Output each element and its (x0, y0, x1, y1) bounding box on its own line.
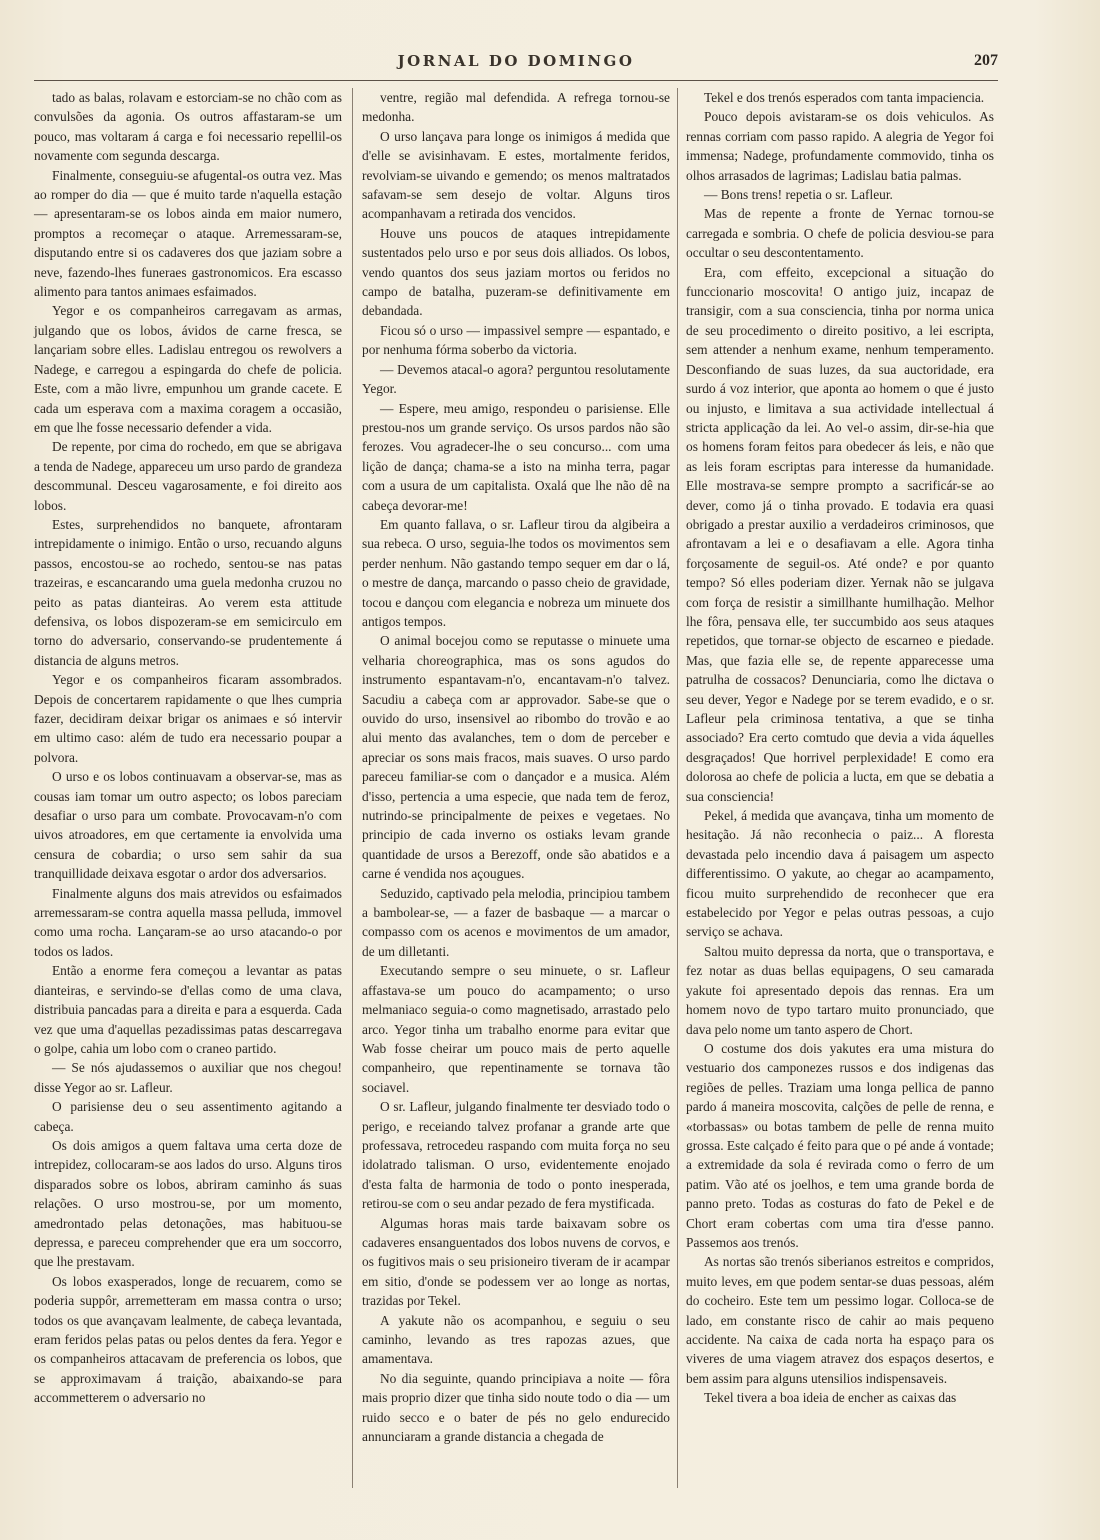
column-divider (677, 88, 678, 1488)
paragraph: Estes, surprehendidos no banquete, afrontaram intrepidamente o inimigo. Então o urso, recuando alguns passos, encostou-se ao rochedo, sentou-se nas patas trazeiras, e escancarando uma guela medonha cruzou no peito as patas dianteiras. Ao verem esta attitude defensiva, os lobos dispozeram-se em semicirculo em torno do adversario, conservando-se prudentemente á distancia de alguns metros. (34, 516, 342, 668)
paragraph: O parisiense deu o seu assentimento agitando a cabeça. (34, 1099, 342, 1134)
paragraph: Tekel e dos trenós esperados com tanta impaciencia. (704, 90, 985, 105)
paragraph: Os dois amigos a quem faltava uma certa doze de intrepidez, collocaram-se aos lados do urso. Alguns tiros disparados sobre os lobos, abriram caminho ás suas relações. O urso mostrou-se, por um momento, amedrontado pelas detonações, mas habituou-se depressa, e pareceu comprehender que era um soccorro, que lhe prestavam. (34, 1137, 342, 1270)
paragraph: O costume dos dois yakutes era uma mistura do vestuario dos camponezes russos e dos indigenas das regiões de pelles. Traziam uma longa pellica de panno pardo á maneira moscovita, calções de pelle de renna, e «torbassas» ou botas tambem de pelle de renna muito grossa. Este calçado é feito para que o pé ande á vontade; a extremidade da sola é revirada como o ferro de um patim. Vão até os joelhos, e tem uma grande borda de panno preto. Todas as costuras do fato de Pekel e de Chort eram cobertas com uma tira d'esse panno. Passemos aos trenós. (686, 1040, 994, 1250)
paragraph: — Se nós ajudassemos o auxiliar que nos chegou! disse Yegor ao sr. Lafleur. (34, 1060, 342, 1095)
paragraph: Era, com effeito, excepcional a situação do funccionario moscovita! O antigo juiz, incapaz de transigir, com a sua consciencia, tinha por norma unica de seu procedimento o direito positivo, a lei escripta, sem attender a nenhum exame, nenhum temperamento. Desconfiando de suas luzes, da sua auctoridade, era surdo á voz interior, que aponta ao homem o que é justo ou injusto, e limitava a sua actividade intellectual á stricta applicação da lei. Ao vel-o assim, dir-se-hia que os homens foram feitos para obedecer ás leis, e não que as leis foram escriptas para interesse da humanidade. Elle mostrava-se sempre prompto a sacrificár-se ao dever, como já o tinha provado. E todavia era quasi obrigado a prestar auxilio a verdadeiros criminosos, que afrontavam a lei e o desafiavam a elle. Agora tinha forçosamente de seguil-os. Até onde? e por quanto tempo? Só elles poderiam dizer. Yernak não se julgava com força de resistir a simillhante humilhação. Melhor lhe fôra, pensava elle, ter succumbido aos seus ataques repetidos, que tornar-se objecto de escarneo e piedade. Mas, que fazia elle se, de repente apparecesse uma patrulha de cossacos? Denunciaria, como lhe dictava o seu dever, Yegor e Nadege por se terem evadido, e o sr. Lafleur pela criminosa tentativa, a que se tinha associado? Era certo comtudo que devia a vida áquelles desgraçados! Que horrivel perplexidade! E como era dolorosa ao chefe de policia a lucta, em que se debatia a sua consciencia! (686, 264, 994, 804)
header-rule (34, 80, 998, 81)
paragraph: ventre, região mal defendida. A refrega tornou-se medonha. (362, 90, 670, 125)
paragraph: O sr. Lafleur, julgando finalmente ter desviado todo o perigo, e receiando talvez profanar a grande arte que professava, retrocedeu raspando com muita força no seu idolatrado talisman. O urso, evidentemente enojado d'esta falta de harmonia de todo o ponto inesperada, retirou-se com o seu andar pezado de fera mystificada. (362, 1099, 670, 1212)
paragraph: As nortas são trenós siberianos estreitos e compridos, muito leves, em que podem sentar-se duas pessoas, além do cocheiro. Este tem um pessimo logar. Colloca-se de lado, em constante risco de cahir ao mais pequeno accidente. Na caixa de cada norta ha espaço para os viveres de uma viagem atravez dos espaços desertos, e bem assim para alguns utensilios indispensaveis. (686, 1254, 994, 1386)
column-1 (34, 88, 342, 1408)
paragraph: Yegor e os companheiros carregavam as armas, julgando que os lobos, ávidos de carne fresca, se lançariam sobre elles. Ladislau entregou os rewolvers a Nadege, e carregou a espingarda do chefe de policia. Este, com a mão livre, empunhou um grande cacete. E cada um esperava com a maxima coragem a occasião, em que lhe fosse necessario defender a vida. (34, 303, 342, 435)
paragraph: Houve uns poucos de ataques intrepidamente sustentados pelo urso e por seus dois alliados. Os lobos, vendo quantos dos seus jaziam mortos ou feridos no campo de batalha, puzeram-se definitivamente em debandada. (362, 225, 670, 319)
paragraph: — Espere, meu amigo, respondeu o parisiense. Elle prestou-nos um grande serviço. Os ursos pardos não são ferozes. Vou agradecer-lhe o seu concurso... com uma lição de dança; chama-se a isto na minha terra, pagar com a usura de um capitalista. Oxalá que lhe não dê na cabeça devorar-me! (362, 400, 670, 513)
paragraph: Yegor e os companheiros ficaram assombrados. Depois de concertarem rapidamente o que lhes cumpria fazer, decidiram deixar brigar os animaes e só intervir em ultimo caso: além de tudo era necessario poupar a polvora. (34, 672, 342, 765)
paragraph: Pekel, á medida que avançava, tinha um momento de hesitação. Já não reconhecia o paiz... A floresta devastada pelo incendio dava á paisagem um aspecto differentissimo. O yakute, ao chegar ao acampamento, ficou muito surprehendido de reconhecer que era estabelecido por Yegor e pelas outras pessoas, a cujo serviço se achava. (686, 808, 994, 940)
paragraph: De repente, por cima do rochedo, em que se abrigava a tenda de Nadege, appareceu um urso pardo de grandeza descommunal. Desceu vagarosamente, e foi direito aos lobos. (34, 439, 342, 513)
column-3 (686, 88, 994, 1408)
paragraph: tado as balas, rolavam e estorciam-se no chão com as convulsões da agonia. Os outros affastaram-se um pouco, mas voltaram á carga e foi necessario repellil-os novamente com segunda descarga. (34, 90, 342, 164)
paragraph: Ficou só o urso — impassivel sempre — espantado, e por nenhuma fórma soberbo da victoria. (362, 322, 670, 358)
paragraph: Algumas horas mais tarde baixavam sobre os cadaveres ensanguentados dos lobos nuvens de corvos, e os fugitivos mais o seu prisioneiro tiveram de ir acampar em sitio, d'onde se podessem ver ao longe as nortas, trazidas por Tekel. (362, 1215, 670, 1309)
paragraph: Pouco depois avistaram-se os dois vehiculos. As rennas corriam com passo rapido. A alegria de Yegor foi immensa; Nadege, profundamente commovido, tinha os olhos arrasados de lagrimas; Ladislau batia palmas. (686, 109, 994, 183)
paragraph: Os lobos exasperados, longe de recuarem, como se poderia suppôr, arremetteram em massa contra o urso; todos os que avançavam lealmente, de cabeça levantada, eram feridos pelas patas ou pelos dentes da fera. Yegor e os companheiros attacavam de preferencia os lobos, que se approximavam á traição, abaixando-se para accommetterem o adversario no (34, 1273, 342, 1406)
paragraph: O animal bocejou como se reputasse o minuete uma velharia choreographica, mas os sons agudos do instrumento espantavam-n'o, encantavam-n'o talvez. Sacudiu a cabeça com ar approvador. Sabe-se que o ouvido do urso, insensivel ao ribombo do trovão e ao alui mento das avalanches, tem o dom de perceber e apreciar os sons mais fracos, mais suaves. O urso pardo pareceu familiar-se com o dançador e a musica. Além d'isso, pertencia a uma especie, que nada tem de feroz, nutrindo-se principalmente de peixes e vegetaes. No principio de cada inverno os ostiaks levam grande quantidade de ursos a Berezoff, onde são abatidos e a carne é vendida nos açougues. (362, 633, 670, 882)
journal-title: JORNAL DO DOMINGO (397, 52, 635, 70)
paragraph: Finalmente alguns dos mais atrevidos ou esfaimados arremessaram-se contra aquella massa pelluda, immovel como uma rocha. Lançaram-se ao urso atacando-o por todos os lados. (34, 885, 342, 959)
paragraph: A yakute não os acompanhou, e seguiu o seu caminho, levando as tres rapozas azues, que amamentava. (362, 1312, 670, 1367)
paragraph: Em quanto fallava, o sr. Lafleur tirou da algibeira a sua rebeca. O urso, seguia-lhe todos os movimentos sem perder nenhum. Não gastando tempo sequer em dar o lá, o mestre de dança, marcando o passo cheio de gravidade, tocou e dançou com elegancia e nobreza um minuete dos antigos tempos. (362, 516, 670, 629)
paragraph: Então a enorme fera começou a levantar as patas dianteiras, e servindo-se d'ellas como de uma clava, distribuia pancadas para a direita e para a esquerda. Cada vez que uma d'aquellas pezadissimas patas descarregava o golpe, cahia um lobo com o craneo partido. (34, 963, 342, 1056)
paragraph: — Bons trens! repetia o sr. Lafleur. (704, 187, 893, 203)
paragraph: No dia seguinte, quando principiava a noite — fôra mais proprio dizer que tinha sido noute todo o dia — um ruido secco e o bater de pés no gelo endurecido annunciaram a grande distancia a chegada de (362, 1370, 670, 1445)
paragraph: Tekel tivera a boa ideia de encher as caixas das (704, 1390, 957, 1406)
paragraph: Executando sempre o seu minuete, o sr. Lafleur affastava-se um pouco do acampamento; o urso melmaniaco seguia-o como magnetisado, arrastado pelo arco. Yegor tinha um trabalho enorme para evitar que Wab fosse cheirar um pouco mais de perto aquelle companheiro, que repentinamente se tornava tão sociavel. (362, 963, 670, 1095)
column-2 (362, 88, 670, 1446)
paragraph: O urso lançava para longe os inimigos á medida que d'elle se avisinhavam. E estes, mortalmente feridos, revolviam-se uivando e gemendo; os menos maltratados safavam-se sem desejo de voltar. Alguns tiros acompanhavam a retirada dos vencidos. (362, 128, 670, 222)
masthead (34, 52, 998, 80)
paragraph: Mas de repente a fronte de Yernac tornou-se carregada e sombria. O chefe de policia desviou-se para occultar o seu descontentamento. (686, 206, 994, 261)
paragraph: — Devemos atacal-o agora? perguntou resolutamente Yegor. (362, 361, 670, 397)
paragraph: O urso e os lobos continuavam a observar-se, mas as cousas iam tomar um outro aspecto; os lobos pareciam desafiar o urso para um combate. Provocavam-n'o com uivos atroadores, em que certamente ia envolvida uma censura de cobardia; o urso sem sahir da sua tranquillidade deixava esgotar o ardor dos adversarios. (34, 769, 342, 882)
column-divider (352, 88, 353, 1488)
page-number: 207 (974, 52, 998, 69)
paragraph: Saltou muito depressa da norta, que o transportava, e fez notar as duas bellas equipagens, O seu camarada yakute foi apresentado depois das rennas. Era um homem novo de typo tartaro muito pronunciado, que dava pelo nome um tanto aspero de Chort. (686, 943, 994, 1037)
paragraph: Finalmente, conseguiu-se afugental-os outra vez. Mas ao romper do dia — que é muito tarde n'aquella estação — apresentaram-se os lobos ainda em maior numero, promptos a recomeçar o ataque. Arremessaram-se, disputando entre si os cadaveres dos que jaziam sobre a neve, fazendo-lhes funeraes gastronomicos. Era escasso alimento para tantos animaes esfaimados. (34, 167, 342, 300)
paragraph: Seduzido, captivado pela melodia, principiou tambem a bambolear-se, — a fazer de basbaque — a marcar o compasso com os acenos e movimentos de um amador, de um dilletanti. (362, 885, 670, 959)
